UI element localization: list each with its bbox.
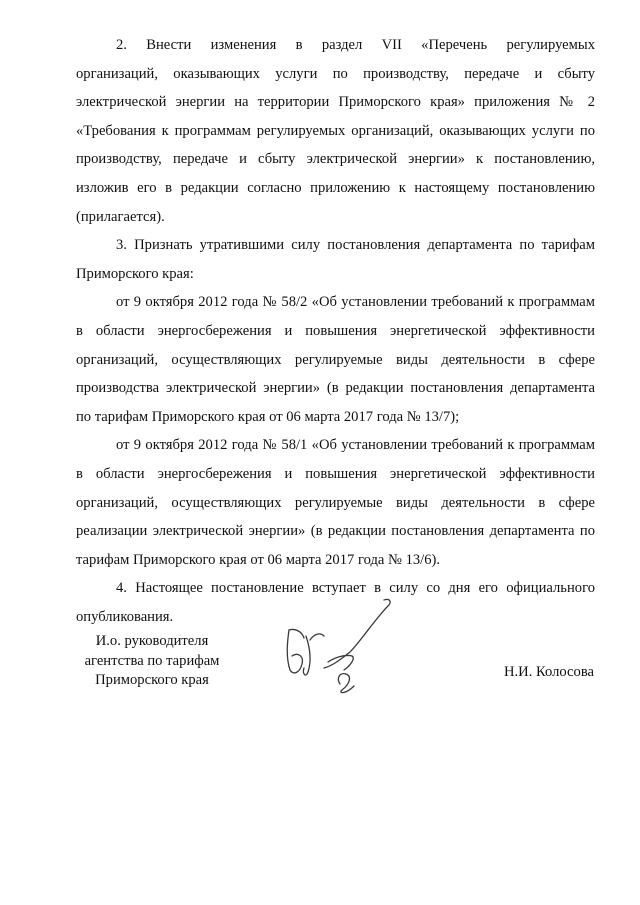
handwritten-signature [280,596,400,696]
text-line: «Требования к программам регулируемых организаций, оказывающих услуги по [76,122,595,139]
text-line: организаций, оказывающих услуги по производству, передаче и сбыту [76,65,595,82]
signatory-title-line: Приморского края [95,672,209,688]
text-line: по тарифам Приморского края от 06 марта 2017 года № 13/7); [76,408,460,425]
paragraph-repeal [76,231,595,288]
text-line: тарифам Приморского края от 06 марта 2017 года № 13/6). [76,551,441,568]
text-line: электрической энергии на территории Приморского края» приложения № 2 [76,94,595,111]
document-body [76,31,595,631]
signatory-title-line: И.о. руководителя [95,633,209,649]
text-line: (прилагается). [76,208,165,225]
text-line: организаций, осуществляющих регулируемые виды деятельности в сфере [76,494,595,511]
paragraph-amendment [76,31,595,231]
text-line: реализации электрической энергии» (в редакции постановления департамента по [76,523,595,540]
text-line: Приморского края: [76,265,194,282]
text-line: 4. Настоящее постановление вступает в силу со дня его официального [116,580,595,597]
text-line: производства электрической энергии» (в редакции постановления департамента [76,380,595,397]
text-line: производству, передаче и сбыту электрической энергии» к постановлению, [76,151,595,168]
text-line: организаций, осуществляющих регулируемые виды деятельности в сфере [76,351,595,368]
text-line: 3. Признать утратившими силу постановления департамента по тарифам [116,237,595,254]
signatory-title [78,632,226,691]
paragraph-repeal-item-58-1 [76,431,595,574]
text-line: в области энергосбережения и повышения энергетической эффективности [76,322,595,339]
text-line: опубликования. [76,608,174,625]
text-line: изложив его в редакции согласно приложению к настоящему постановлению [76,179,595,196]
signatory-title-line: агентства по тарифам [84,652,220,669]
signatory-name: Н.И. Колосова [503,664,594,680]
text-line: от 9 октября 2012 года № 58/1 «Об установлении требований к программам [116,437,595,454]
text-line: в области энергосбережения и повышения энергетической эффективности [76,465,595,482]
text-line: 2. Внести изменения в раздел VII «Перечень регулируемых [116,37,595,53]
text-line: от 9 октября 2012 года № 58/2 «Об установлении требований к программам [116,294,595,311]
paragraph-repeal-item-58-2 [76,288,595,431]
